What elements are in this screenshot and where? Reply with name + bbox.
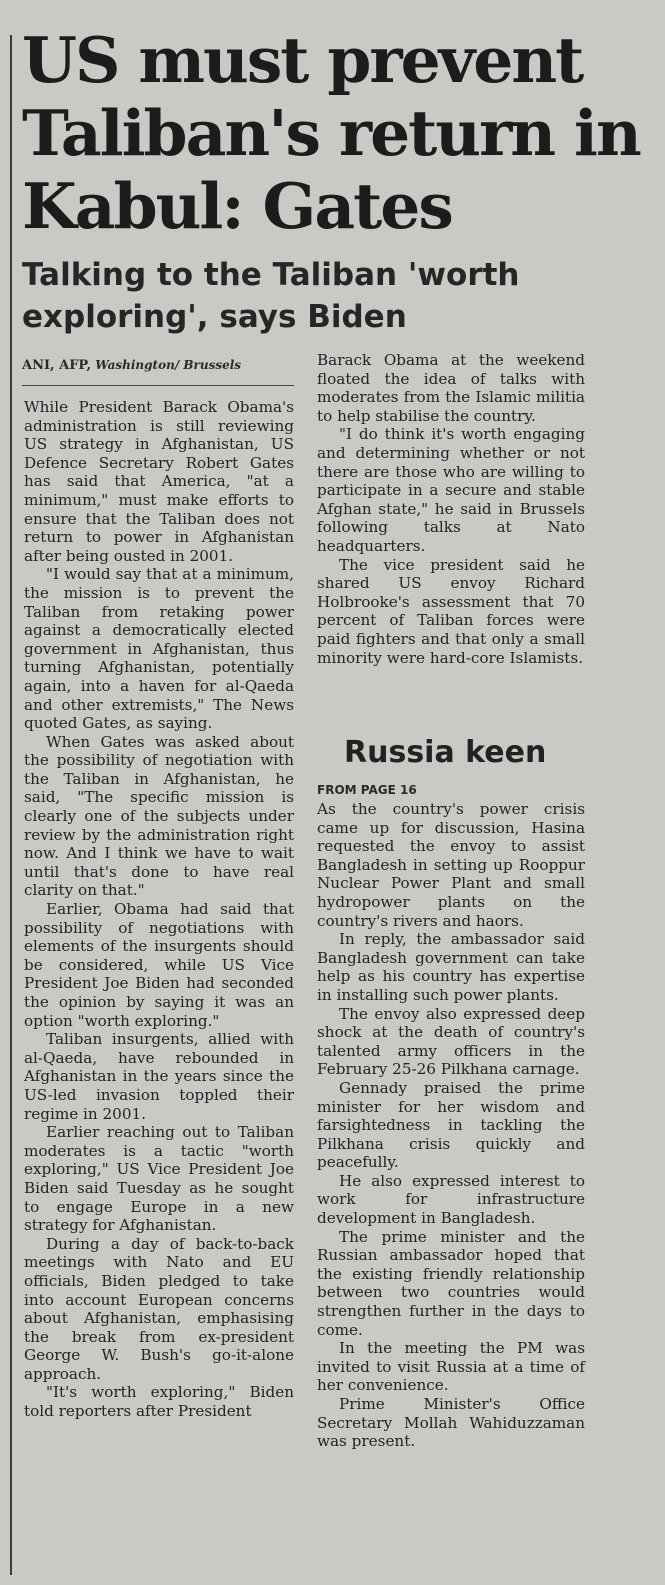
- paragraph: Earlier reaching out to Taliban moderates is a tactic "worth exploring," US Vice President Joe Biden said Tuesday as he sought to engage Europe in a new strategy for Afghanistan.: [24, 1123, 294, 1235]
- paragraph: Barack Obama at the weekend floated the idea of talks with moderates from the Islamic militia to help stabilise the country.: [317, 351, 585, 425]
- subheadline: Talking to the Taliban 'worth exploring', says Biden: [22, 257, 520, 335]
- paragraph: The prime minister and the Russian ambassador hoped that the existing friendly relationship between two countries would strengthen further in the days to come.: [317, 1227, 585, 1339]
- byline-divider: [22, 385, 294, 386]
- paragraph: During a day of back-to-back meetings with Nato and EU officials, Biden pledged to take into account European concerns about Afghanistan, emphasising the break from ex-president George W. Bush's go-it-alone approach.: [24, 1234, 294, 1383]
- article-column-2: [317, 351, 585, 667]
- paragraph: "I would say that at a minimum, the mission is to prevent the Taliban from retaking power against a democratically elected government in Afghanistan, thus turning Afghanistan, potentially again, into a haven for al-Qaeda and other extremists," The News quoted Gates, as saying.: [24, 565, 294, 733]
- paragraph: Prime Minister's Office Secretary Mollah Wahiduzzaman was present.: [317, 1395, 585, 1451]
- headline: US must prevent Taliban's return in Kabul: Gates: [22, 23, 640, 243]
- paragraph: While President Barack Obama's administration is still reviewing US strategy in Afghanistan, US Defence Secretary Robert Gates has said that America, "at a minimum," must make efforts to ensure that the Taliban does not return to power in Afghanistan after being ousted in 2001.: [24, 398, 294, 565]
- paragraph: He also expressed interest to work for infrastructure development in Bangladesh.: [317, 1171, 585, 1228]
- byline-agencies: ANI, AFP,: [22, 358, 92, 373]
- section-title: Russia keen: [344, 735, 547, 770]
- column-rule: [10, 35, 12, 1575]
- continuation-label: FROM PAGE 16: [317, 783, 417, 797]
- paragraph: The envoy also expressed deep shock at the death of country's talented army officers in the February 25-26 Pilkhana carnage.: [317, 1004, 585, 1079]
- paragraph: Earlier, Obama had said that possibility of negotiations with elements of the insurgents should be considered, while US Vice President Joe Biden had seconded the opinion by saying it was an option "worth exploring.": [24, 900, 294, 1030]
- paragraph: In reply, the ambassador said Bangladesh government can take help as his country has expertise in installing such power plants.: [317, 930, 585, 1004]
- article-column-3: [317, 800, 585, 1451]
- paragraph: Taliban insurgents, allied with al-Qaeda, have rebounded in Afghanistan in the years since the US-led invasion toppled their regime in 2001.: [24, 1030, 294, 1123]
- paragraph: The vice president said he shared US envoy Richard Holbrooke's assessment that 70 percent of Taliban forces were paid fighters and that only a small minority were hard-core Islamists.: [317, 555, 585, 667]
- paragraph: Gennady praised the prime minister for her wisdom and farsightedness in tackling the Pilkhana crisis quickly and peacefully.: [317, 1078, 585, 1172]
- paragraph: When Gates was asked about the possibility of negotiation with the Taliban in Afghanistan, he said, "The specific mission is clearly one of the subjects under review by the administration right now. And I think we have to wait until that's done to have real clarity on that.": [24, 732, 294, 900]
- paragraph: In the meeting the PM was invited to visit Russia at a time of her convenience.: [317, 1339, 585, 1395]
- byline-location: Washington/ Brussels: [95, 358, 242, 372]
- paragraph: "I do think it's worth engaging and determining whether or not there are those who are willing to participate in a secure and stable Afghan state," he said in Brussels following talks at Nato headquarters.: [317, 425, 585, 555]
- article-column-1: [24, 398, 294, 1421]
- paragraph: As the country's power crisis came up for discussion, Hasina requested the envoy to assist Bangladesh in setting up Rooppur Nuclear Power Plant and small hydropower plants on the country's rivers and haors.: [317, 800, 585, 930]
- byline: [22, 356, 302, 375]
- paragraph: "It's worth exploring," Biden told reporters after President: [24, 1383, 294, 1421]
